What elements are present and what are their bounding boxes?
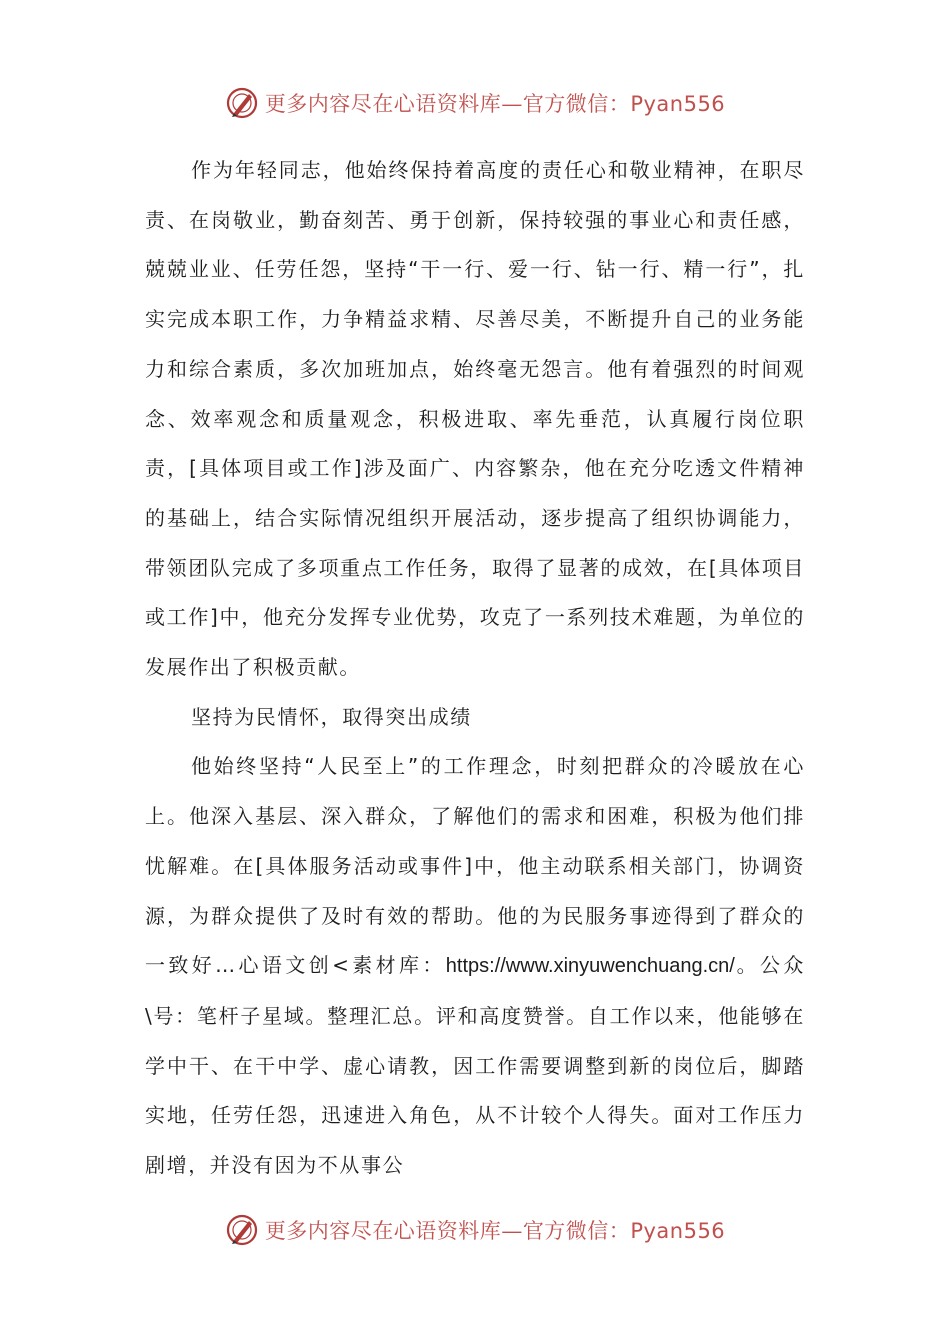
banner-wechat-label: 官方微信： bbox=[522, 92, 631, 116]
header-banner bbox=[0, 83, 950, 123]
banner-wechat-id: Pyan556 bbox=[630, 92, 726, 116]
banner-text bbox=[265, 88, 725, 118]
banner-separator: — bbox=[501, 1219, 523, 1243]
banner-text bbox=[265, 1215, 725, 1245]
paragraph-2-text-a: 他始终坚持“人民至上”的工作理念，时刻把群众的冷暖放在心上。他深入基层、深入群众，了解他们的需求和困难，积极为他们排忧解难。在[具体服务活动或事件]中，他主动联系相关部门，协调资源，为群众提供了及时有效的帮助。他的为民服务事迹得到了群众的一致好…心语文创<素材库： bbox=[145, 754, 805, 978]
paragraph-2-url: https://www.xinyuwenchuang.cn/ bbox=[445, 955, 735, 978]
pen-logo-icon bbox=[225, 86, 259, 120]
paragraph-2 bbox=[145, 742, 805, 1190]
section-heading: 坚持为民情怀，取得突出成绩 bbox=[191, 704, 472, 729]
banner-separator: — bbox=[501, 92, 523, 116]
banner-title: 更多内容尽在心语资料库 bbox=[264, 1219, 502, 1243]
document-body bbox=[145, 146, 805, 1191]
paragraph-2-text-b: 。公众\号：笔杆子星域。整理汇总。评和高度赞誉。自工作以来，他能够在学中干、在干中学、虚心请教，因工作需要调整到新的岗位后，脚踏实地，任劳任怨，迅速进入角色，从不计较个人得失。面对工作压力剧增，并没有因为不从事公 bbox=[145, 953, 805, 1178]
pen-logo-icon bbox=[225, 1213, 259, 1247]
banner-title: 更多内容尽在心语资料库 bbox=[264, 92, 502, 116]
footer-banner bbox=[0, 1210, 950, 1250]
banner-wechat-label: 官方微信： bbox=[522, 1219, 631, 1243]
banner-wechat-id: Pyan556 bbox=[630, 1219, 726, 1243]
paragraph-1: 作为年轻同志，他始终保持着高度的责任心和敬业精神，在职尽责、在岗敬业，勤奋刻苦、勇于创新，保持较强的事业心和责任感，兢兢业业、任劳任怨，坚持“干一行、爱一行、钻一行、精一行”，扎实完成本职工作，力争精益求精、尽善尽美，不断提升自己的业务能力和综合素质，多次加班加点，始终毫无怨言。他有着强烈的时间观念、效率观念和质量观念，积极进取、率先垂范，认真履行岗位职责，[具体项目或工作]涉及面广、内容繁杂，他在充分吃透文件精神的基础上，结合实际情况组织开展活动，逐步提高了组织协调能力，带领团队完成了多项重点工作任务，取得了显著的成效，在[具体项目或工作]中，他充分发挥专业优势，攻克了一系列技术难题，为单位的发展作出了积极贡献。 bbox=[145, 158, 805, 680]
